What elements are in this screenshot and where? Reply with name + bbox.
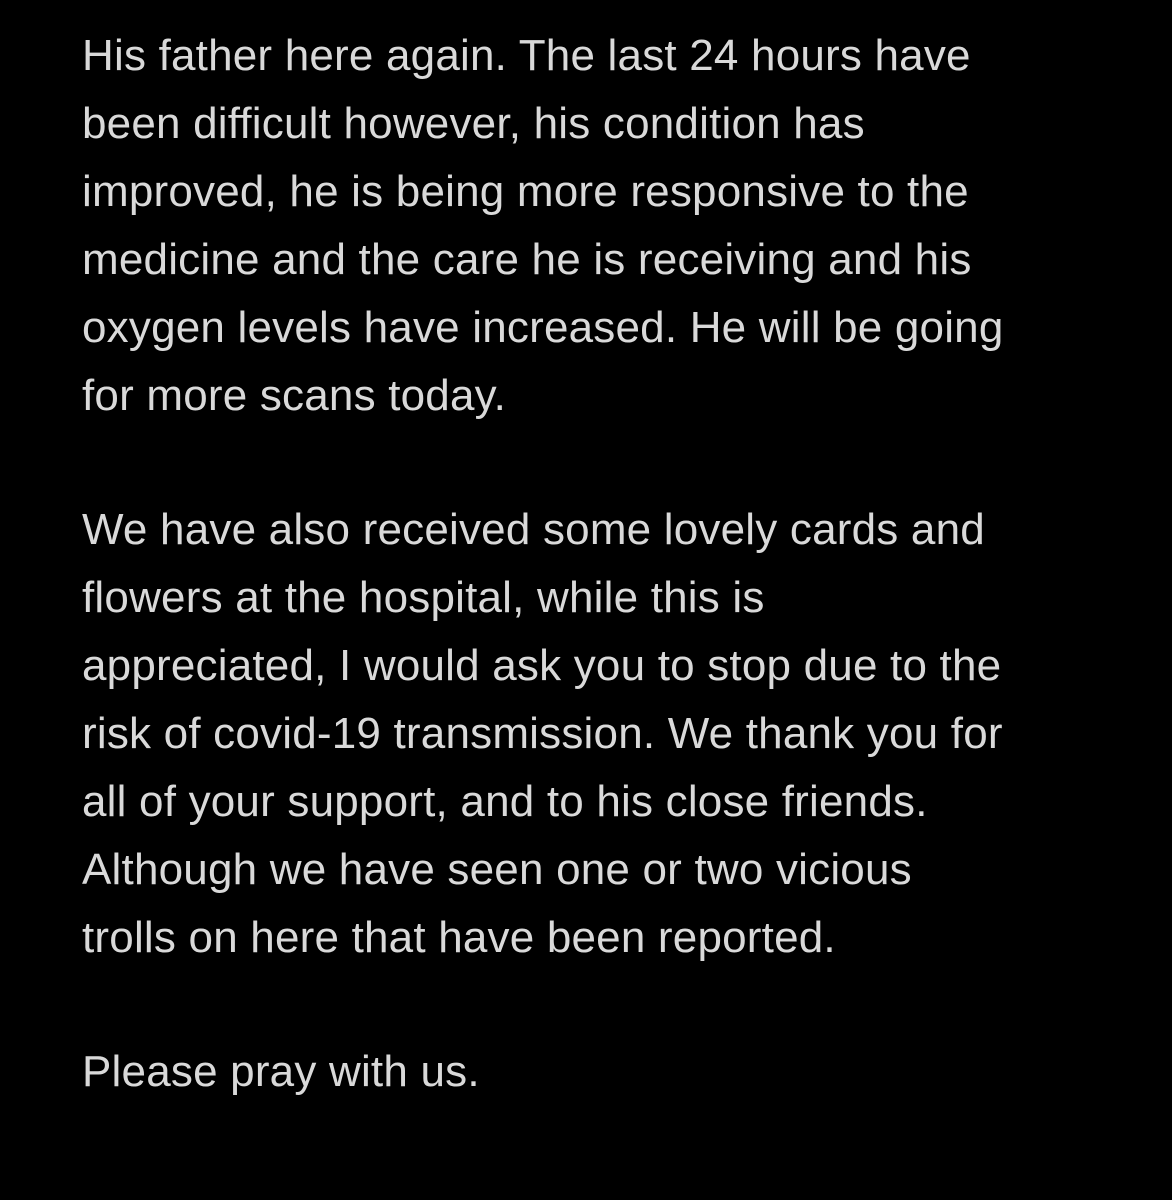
paragraph-closing <box>82 1038 1112 1106</box>
text-line: been difficult however, his condition has <box>82 99 865 148</box>
text-line: Please pray with us. <box>82 1047 480 1096</box>
text-line: trolls on here that have been reported. <box>82 913 836 962</box>
text-line: Although we have seen one or two vicious <box>82 845 912 894</box>
text-line: flowers at the hospital, while this is <box>82 573 765 622</box>
text-line: oxygen levels have increased. He will be going <box>82 303 1004 352</box>
paragraph-health-update <box>82 22 1112 430</box>
paragraph-cards-and-flowers <box>82 496 1112 972</box>
text-line: His father here again. The last 24 hours have <box>82 31 971 80</box>
text-line: appreciated, I would ask you to stop due to the <box>82 641 1002 690</box>
text-line: We have also received some lovely cards and <box>82 505 985 554</box>
text-line: all of your support, and to his close friends. <box>82 777 928 826</box>
text-line: risk of covid-19 transmission. We thank you for <box>82 709 1003 758</box>
text-line: medicine and the care he is receiving and his <box>82 235 972 284</box>
text-line: improved, he is being more responsive to the <box>82 167 969 216</box>
text-line: for more scans today. <box>82 371 507 420</box>
